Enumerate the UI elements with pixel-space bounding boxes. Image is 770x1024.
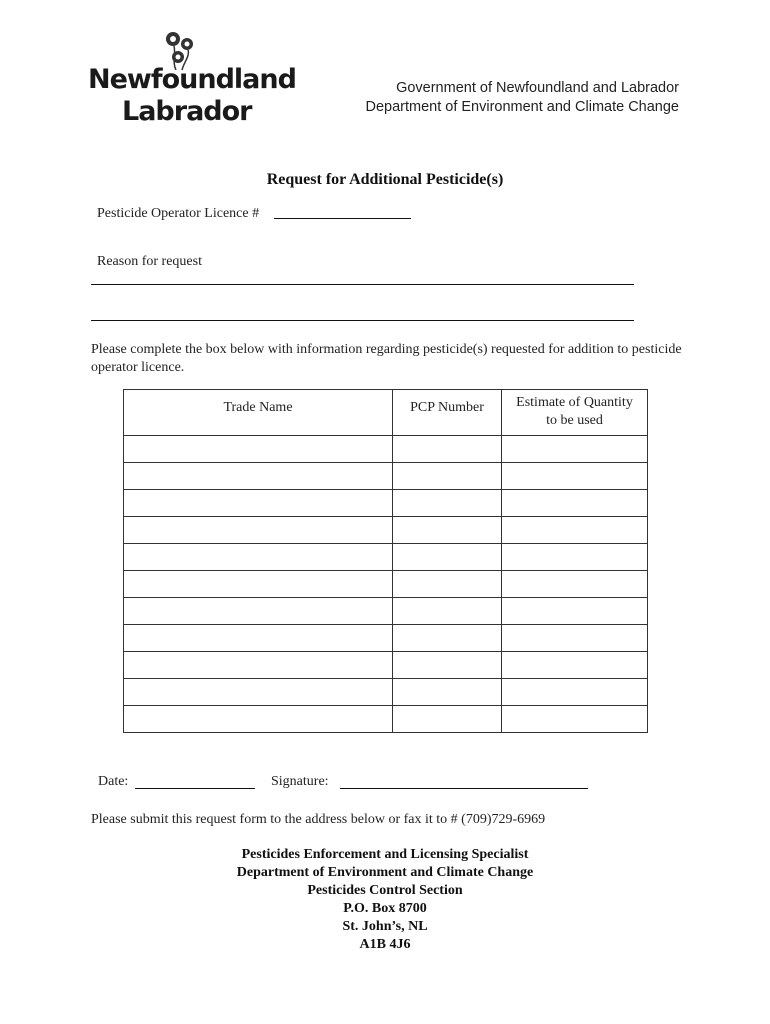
quantity-cell[interactable] — [502, 706, 648, 733]
trade-name-cell[interactable] — [124, 706, 393, 733]
table-row — [124, 598, 648, 625]
table-row — [124, 490, 648, 517]
trade-name-cell[interactable] — [124, 436, 393, 463]
pcp-number-cell[interactable] — [393, 652, 502, 679]
date-field[interactable] — [135, 788, 255, 789]
pcp-number-cell[interactable] — [393, 490, 502, 517]
trade-name-header: Trade Name — [124, 390, 393, 436]
pcp-number-cell[interactable] — [393, 436, 502, 463]
address-line: P.O. Box 8700 — [343, 901, 427, 916]
table-row — [124, 517, 648, 544]
form-title: Request for Additional Pesticide(s) — [266, 171, 504, 188]
trade-name-cell[interactable] — [124, 571, 393, 598]
date-label: Date: — [98, 774, 129, 789]
reason-label: Reason for request — [97, 254, 202, 269]
quantity-cell[interactable] — [502, 436, 648, 463]
pcp-number-cell[interactable] — [393, 706, 502, 733]
logo-text-newfoundland: Newfoundland — [88, 64, 296, 95]
trade-name-cell[interactable] — [124, 598, 393, 625]
quantity-cell[interactable] — [502, 544, 648, 571]
logo-text-labrador: Labrador — [122, 96, 252, 127]
trade-name-cell[interactable] — [124, 652, 393, 679]
reason-field-line-1[interactable] — [91, 284, 634, 285]
quantity-cell[interactable] — [502, 625, 648, 652]
trade-name-cell[interactable] — [124, 544, 393, 571]
table-row — [124, 679, 648, 706]
quantity-cell[interactable] — [502, 463, 648, 490]
quantity-cell[interactable] — [502, 598, 648, 625]
table-row — [124, 571, 648, 598]
address-line: Department of Environment and Climate Change — [236, 865, 534, 880]
pcp-number-cell[interactable] — [393, 544, 502, 571]
quantity-cell[interactable] — [502, 679, 648, 706]
table-row — [124, 652, 648, 679]
pcp-number-cell[interactable] — [393, 625, 502, 652]
signature-label: Signature: — [271, 774, 329, 789]
trade-name-cell[interactable] — [124, 679, 393, 706]
table-instruction: Please complete the box below with information regarding pesticide(s) requested for addition to pesticide operator licence. — [91, 342, 682, 375]
pcp-number-header: PCP Number — [393, 390, 502, 436]
address-line: Pesticides Enforcement and Licensing Specialist — [241, 847, 529, 862]
quantity-header: Estimate of Quantity to be used — [502, 390, 648, 436]
address-line: Pesticides Control Section — [307, 883, 463, 898]
mailing-address — [0, 846, 770, 954]
table-row — [124, 706, 648, 733]
pcp-number-cell[interactable] — [393, 517, 502, 544]
table-row — [124, 436, 648, 463]
submission-instructions: Please submit this request form to the address below or fax it to # (709)729-6969 — [91, 812, 546, 827]
government-name: Government of Newfoundland and Labrador — [396, 80, 679, 96]
pcp-number-cell[interactable] — [393, 463, 502, 490]
trade-name-cell[interactable] — [124, 490, 393, 517]
pcp-number-cell[interactable] — [393, 679, 502, 706]
address-line: A1B 4J6 — [359, 937, 411, 952]
trade-name-cell[interactable] — [124, 517, 393, 544]
quantity-cell[interactable] — [502, 490, 648, 517]
reason-field-line-2[interactable] — [91, 320, 634, 321]
table-row — [124, 544, 648, 571]
department-name: Department of Environment and Climate Change — [365, 99, 679, 115]
table-row — [124, 625, 648, 652]
quantity-cell[interactable] — [502, 517, 648, 544]
licence-number-field[interactable] — [274, 218, 411, 219]
quantity-cell[interactable] — [502, 571, 648, 598]
pcp-number-cell[interactable] — [393, 598, 502, 625]
government-logo — [88, 30, 296, 135]
table-header-row — [124, 390, 648, 436]
pcp-number-cell[interactable] — [393, 571, 502, 598]
address-line: St. John’s, NL — [342, 919, 428, 934]
table-row — [124, 463, 648, 490]
trade-name-cell[interactable] — [124, 625, 393, 652]
pesticide-table — [123, 389, 648, 733]
quantity-cell[interactable] — [502, 652, 648, 679]
signature-field[interactable] — [340, 788, 588, 789]
trade-name-cell[interactable] — [124, 463, 393, 490]
licence-number-label: Pesticide Operator Licence # — [97, 206, 260, 221]
